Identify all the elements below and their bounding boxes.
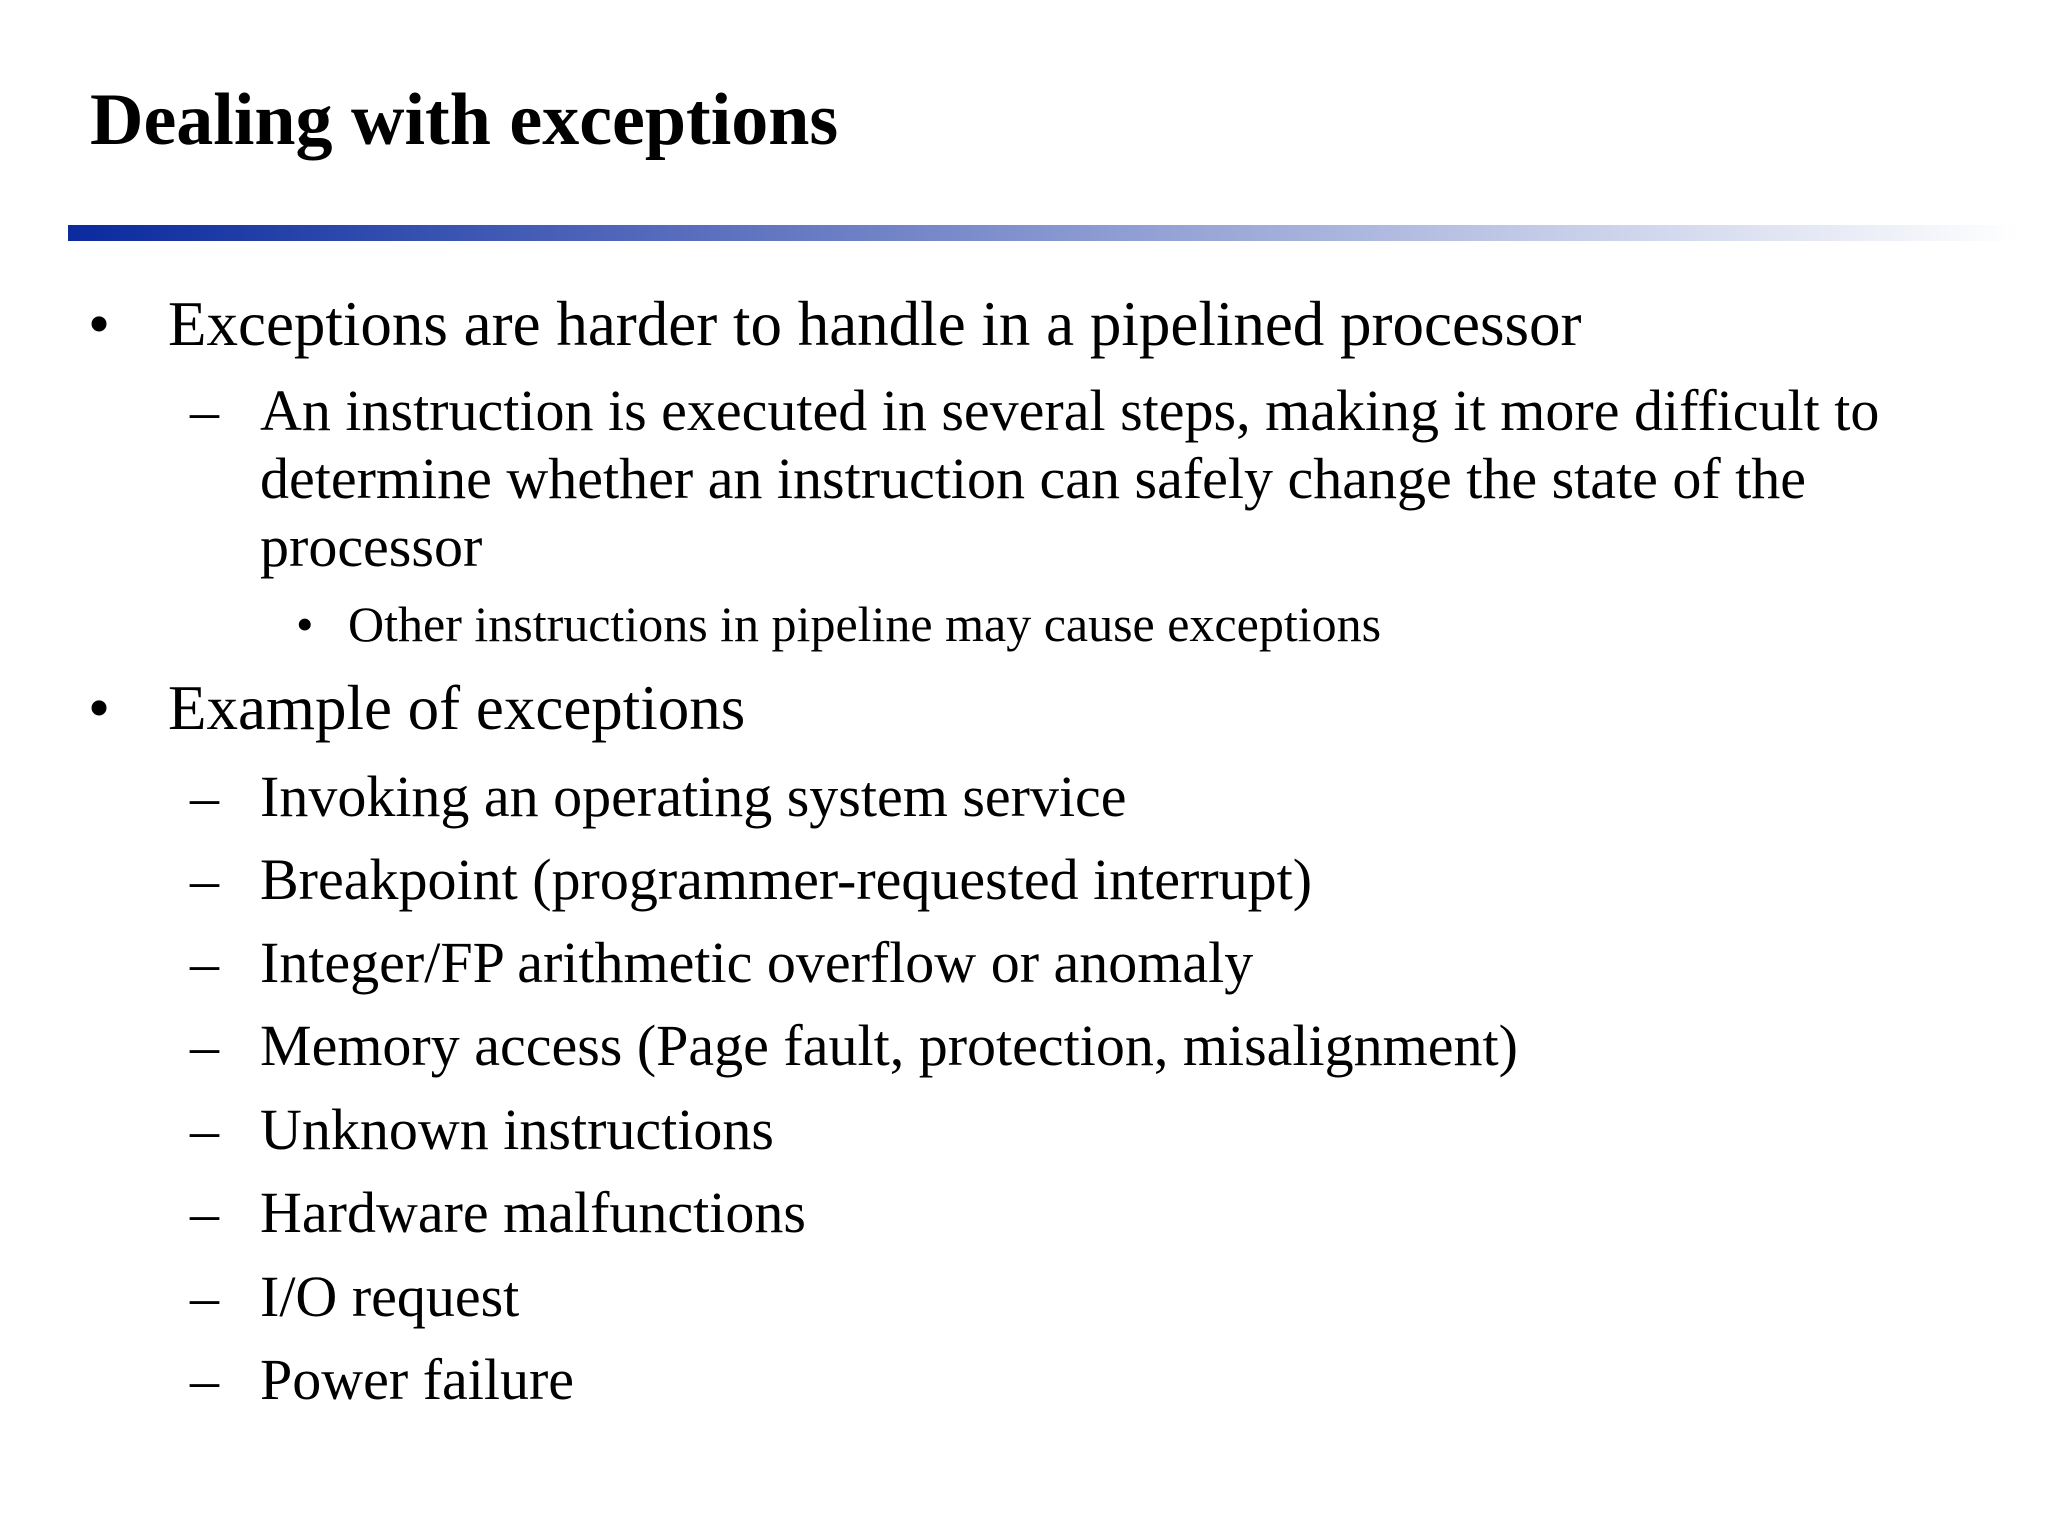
sub-bullet-item <box>190 763 1980 831</box>
dash-mark: – <box>190 1097 219 1162</box>
dash-mark: – <box>190 1347 219 1412</box>
bullet-item <box>88 674 745 742</box>
bullet-mark: • <box>88 673 111 743</box>
bullet-text: Example of exceptions <box>168 673 746 743</box>
dash-mark: – <box>190 764 219 829</box>
dash-mark: – <box>190 930 219 995</box>
title-rule <box>68 225 2018 241</box>
sub-bullet-item <box>190 377 1980 581</box>
sub-bullet-text: Hardware malfunctions <box>260 1180 806 1245</box>
slide-title: Dealing with exceptions <box>90 79 839 161</box>
sub-bullet-text: I/O request <box>260 1264 520 1329</box>
sub-bullet-item <box>190 846 1980 914</box>
bullet-mark: • <box>88 289 111 359</box>
sub-bullet-item <box>190 1096 1980 1164</box>
dash-mark: – <box>190 378 219 443</box>
dash-mark: – <box>190 1180 219 1245</box>
sub-bullet-text: Unknown instructions <box>260 1097 774 1162</box>
sub-sub-bullet-item <box>296 595 1381 653</box>
sub-bullet-item <box>190 1346 1980 1414</box>
dash-mark: – <box>190 1013 219 1078</box>
sub-bullet-item <box>190 929 1980 997</box>
sub-bullet-text: Breakpoint (programmer-requested interrupt) <box>260 847 1313 912</box>
sub-bullet-text: Integer/FP arithmetic overflow or anomaly <box>260 930 1254 995</box>
dash-mark: – <box>190 1264 219 1329</box>
dash-mark: – <box>190 847 219 912</box>
sub-bullet-text: Memory access (Page fault, protection, misalignment) <box>260 1013 1518 1078</box>
sub-sub-bullet-text: Other instructions in pipeline may cause exceptions <box>348 596 1382 652</box>
bullet-text: Exceptions are harder to handle in a pipelined processor <box>168 289 1582 359</box>
sub-bullet-item <box>190 1263 1980 1331</box>
bullet-mark: • <box>296 596 314 652</box>
sub-bullet-text: Invoking an operating system service <box>260 764 1127 829</box>
sub-bullet-text: Power failure <box>260 1347 575 1412</box>
bullet-item <box>88 290 1581 358</box>
sub-bullet-item <box>190 1179 1980 1247</box>
sub-bullet-item <box>190 1012 1980 1080</box>
sub-bullet-text: An instruction is executed in several steps, making it more difficult to determine whether an instruction can safely change the state of the processor <box>260 378 1880 579</box>
